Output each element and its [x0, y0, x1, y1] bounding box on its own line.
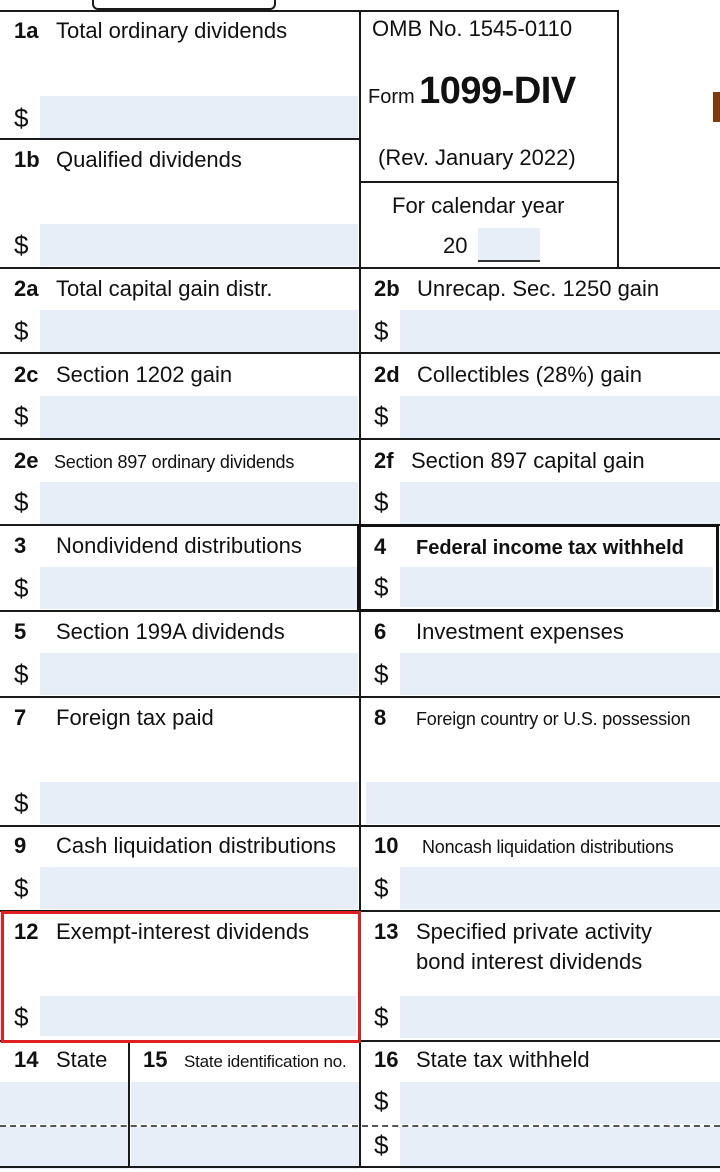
dollar-sign: $: [14, 487, 29, 517]
box-number: 2f: [374, 448, 394, 473]
cropped-top-element: [92, 0, 276, 10]
box-title: Investment expenses: [416, 619, 624, 644]
revision-date: (Rev. January 2022): [378, 145, 576, 170]
box-10-label: [374, 833, 674, 860]
box-number: 12: [14, 919, 39, 944]
box-title: State identification no.: [184, 1052, 347, 1071]
box-number: 2d: [374, 362, 400, 387]
dollar-sign: $: [374, 1002, 389, 1032]
box-title: Unrecap. Sec. 1250 gain: [417, 276, 660, 301]
box-title: Section 1202 gain: [56, 362, 233, 387]
box-number: 2c: [14, 362, 39, 387]
dollar-sign: $: [374, 316, 389, 346]
form-number: 1099-DIV: [419, 70, 576, 112]
dollar-sign: $: [374, 487, 389, 517]
box-number: 8: [374, 705, 387, 730]
rule: [360, 181, 618, 183]
box-13-label-line2: bond interest dividends: [416, 949, 643, 974]
box-14-input-1[interactable]: [0, 1082, 128, 1124]
dollar-sign: $: [14, 573, 29, 603]
box-2d-input[interactable]: [400, 396, 720, 438]
dollar-sign: $: [374, 572, 389, 602]
box-title: Section 199A dividends: [56, 619, 285, 644]
box-2f-label: [374, 448, 645, 474]
dollar-sign: $: [374, 401, 389, 431]
dollar-sign: $: [374, 1130, 389, 1160]
box-number: 15: [143, 1047, 168, 1072]
box-1a-input[interactable]: [40, 96, 358, 138]
dollar-sign: $: [14, 103, 29, 133]
box-15-label: [143, 1047, 346, 1075]
box-title: Section 897 ordinary dividends: [54, 452, 295, 472]
box-16-input-1[interactable]: [400, 1082, 720, 1124]
rule: [0, 10, 619, 12]
dollar-sign: $: [14, 788, 29, 818]
box-2b-input[interactable]: [400, 310, 720, 352]
dollar-sign: $: [14, 1002, 29, 1032]
box-title: Collectibles (28%) gain: [417, 362, 642, 387]
box-number: 14: [14, 1047, 39, 1072]
form-prefix: Form: [368, 86, 415, 108]
box-2e-label: [14, 448, 294, 475]
box-1a-label: [14, 18, 287, 44]
box-title: Cash liquidation distributions: [56, 833, 337, 858]
box-14-label: [14, 1047, 107, 1073]
box-number: 2a: [14, 276, 39, 301]
box-number: 4: [374, 534, 387, 559]
box-13-label: [374, 919, 652, 945]
box-title: Foreign country or U.S. possession: [416, 709, 691, 729]
box-title-line1: Specified private activity: [416, 919, 652, 944]
box-number: 13: [374, 919, 399, 944]
box-number: 6: [374, 619, 387, 644]
dollar-sign: $: [14, 230, 29, 260]
box-2f-input[interactable]: [400, 482, 720, 524]
form-id: [368, 70, 576, 113]
box-7-input[interactable]: [40, 782, 358, 824]
dollar-sign: $: [374, 1086, 389, 1116]
dollar-sign: $: [374, 659, 389, 689]
dollar-sign: $: [14, 401, 29, 431]
box-8-input[interactable]: [366, 782, 720, 824]
box-13-input[interactable]: [400, 996, 720, 1038]
box-6-input[interactable]: [400, 653, 720, 695]
box-9-label: [14, 833, 336, 859]
box-title: Section 897 capital gain: [411, 448, 645, 473]
box-4-label: [374, 534, 684, 561]
box-9-input[interactable]: [40, 867, 358, 909]
box-3-label: [14, 533, 302, 559]
box-title: Exempt-interest dividends: [56, 919, 310, 944]
box-2b-label: [374, 276, 659, 302]
box-5-label: [14, 619, 285, 645]
box-number: 10: [374, 833, 399, 858]
box-title: Federal income tax withheld: [416, 537, 684, 559]
dollar-sign: $: [14, 873, 29, 903]
box-title: Nondividend distributions: [56, 533, 302, 558]
dollar-sign: $: [14, 316, 29, 346]
omb-number: OMB No. 1545-0110: [372, 16, 573, 41]
box-7-label: [14, 705, 214, 731]
box-2c-label: [14, 362, 232, 388]
box-12-label: [14, 919, 309, 945]
cropped-title-fragment: [713, 92, 720, 122]
box-2d-label: [374, 362, 642, 388]
box-14-input-2[interactable]: [0, 1127, 128, 1169]
box-title: Total ordinary dividends: [56, 18, 288, 43]
box-2a-label: [14, 276, 272, 302]
calendar-year-label: For calendar year: [392, 193, 565, 218]
calendar-year-prefix: 20: [443, 233, 468, 258]
box-number: 2b: [374, 276, 400, 301]
box-2c-input[interactable]: [40, 396, 358, 438]
box-number: 1b: [14, 147, 40, 172]
box-title: Noncash liquidation distributions: [422, 837, 674, 857]
box-10-input[interactable]: [400, 867, 720, 909]
calendar-year-input[interactable]: [478, 228, 540, 262]
box-number: 9: [14, 833, 27, 858]
box-6-label: [374, 619, 624, 645]
box-16-label: [374, 1047, 590, 1073]
box-15-input-1[interactable]: [131, 1082, 359, 1124]
box-2e-input[interactable]: [40, 482, 358, 524]
dollar-sign: $: [14, 659, 29, 689]
box-title: State: [56, 1047, 108, 1072]
box-1b-label: [14, 147, 242, 173]
box-15-input-2[interactable]: [131, 1127, 359, 1169]
rule: [617, 10, 619, 268]
box-2a-input[interactable]: [40, 310, 358, 352]
box-number: 7: [14, 705, 27, 730]
box-number: 1a: [14, 18, 39, 43]
box-16-input-2[interactable]: [400, 1127, 720, 1169]
rule: [128, 1040, 130, 1168]
box-title: State tax withheld: [416, 1047, 590, 1072]
dollar-sign: $: [374, 873, 389, 903]
box-title: Foreign tax paid: [56, 705, 214, 730]
box-number: 3: [14, 533, 27, 558]
box-8-label: [374, 705, 690, 732]
box-title: Total capital gain distr.: [56, 276, 273, 301]
box-number: 16: [374, 1047, 399, 1072]
box-3-input[interactable]: [40, 567, 358, 609]
box-5-input[interactable]: [40, 653, 358, 695]
box-number: 5: [14, 619, 27, 644]
box-number: 2e: [14, 448, 39, 473]
box-1b-input[interactable]: [40, 224, 358, 266]
rule: [0, 138, 360, 140]
box-title: Qualified dividends: [56, 147, 242, 172]
